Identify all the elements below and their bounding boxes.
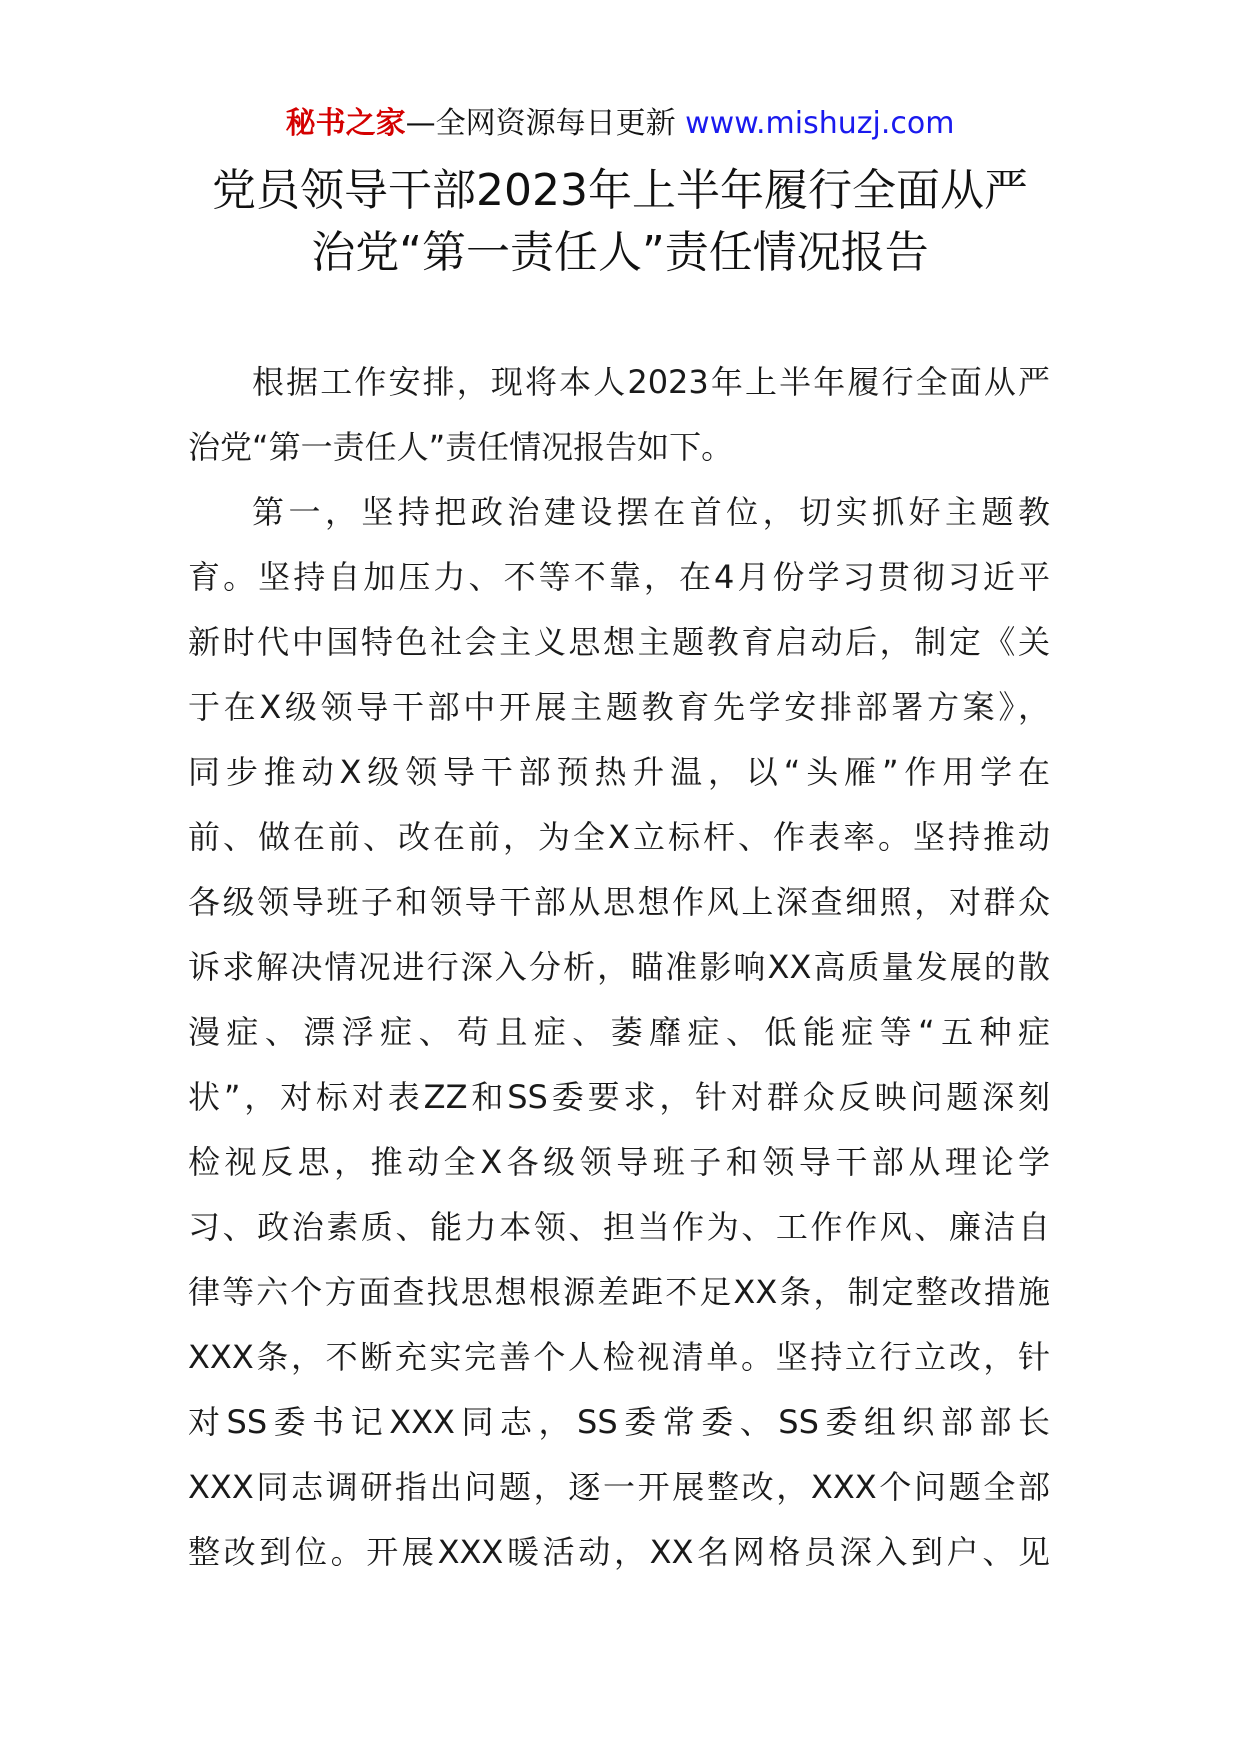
title-line: 治党“第一责任人”责任情况报告 [311,227,929,278]
paragraph-line: 同步推动X级领导干部预热升温，以“头雁”作用学在 [188,753,1050,791]
paragraph-first-point [188,480,1050,1585]
paragraph-line: 前、做在前、改在前，为全X立标杆、作表率。坚持推动 [188,818,1050,856]
paragraph-line: 根据工作安排，现将本人2023年上半年履行全面从严 [252,363,1050,401]
site-header [0,102,1240,146]
document-title [150,160,1090,284]
paragraph-line: XXX条，不断充实完善个人检视清单。坚持立行立改，针 [188,1338,1050,1376]
paragraph-line: 育。坚持自加压力、不等不靠，在4月份学习贯彻习近平 [188,558,1050,596]
site-url-link[interactable]: www.mishuzj.com [685,106,955,141]
paragraph-line: 状”，对标对表ZZ和SS委要求，针对群众反映问题深刻 [188,1078,1050,1116]
paragraph-line: 律等六个方面查找思想根源差距不足XX条，制定整改措施 [188,1273,1050,1311]
paragraph-line: 漫症、漂浮症、苟且症、萎靡症、低能症等“五种症 [188,1013,1050,1051]
paragraph-line: 整改到位。开展XXX暖活动，XX名网格员深入到户、见 [188,1533,1050,1571]
paragraph-line: 第一，坚持把政治建设摆在首位，切实抓好主题教 [252,493,1050,531]
paragraph-line: 于在X级领导干部中开展主题教育先学安排部署方案》， [188,688,1050,726]
paragraph-line: 新时代中国特色社会主义思想主题教育启动后，制定《关 [188,623,1050,661]
paragraph-line: 各级领导班子和领导干部从思想作风上深查细照，对群众 [188,883,1050,921]
paragraph-line: XXX同志调研指出问题，逐一开展整改，XXX个问题全部 [188,1468,1050,1506]
paragraph-line: 对SS委书记XXX同志，SS委常委、SS委组织部部长 [188,1403,1050,1441]
document-body [188,350,1050,1585]
paragraph-intro [188,350,1050,480]
paragraph-line: 治党“第一责任人”责任情况报告如下。 [188,428,734,466]
header-tagline: —全网资源每日更新 [405,106,676,141]
paragraph-line: 诉求解决情况进行深入分析，瞄准影响XX高质量发展的散 [188,948,1050,986]
paragraph-line: 习、政治素质、能力本领、担当作为、工作作风、廉洁自 [188,1208,1050,1246]
paragraph-line: 检视反思，推动全X各级领导班子和领导干部从理论学 [188,1143,1050,1181]
title-line: 党员领导干部2023年上半年履行全面从严 [212,165,1028,216]
brand-name: 秘书之家 [285,106,406,141]
